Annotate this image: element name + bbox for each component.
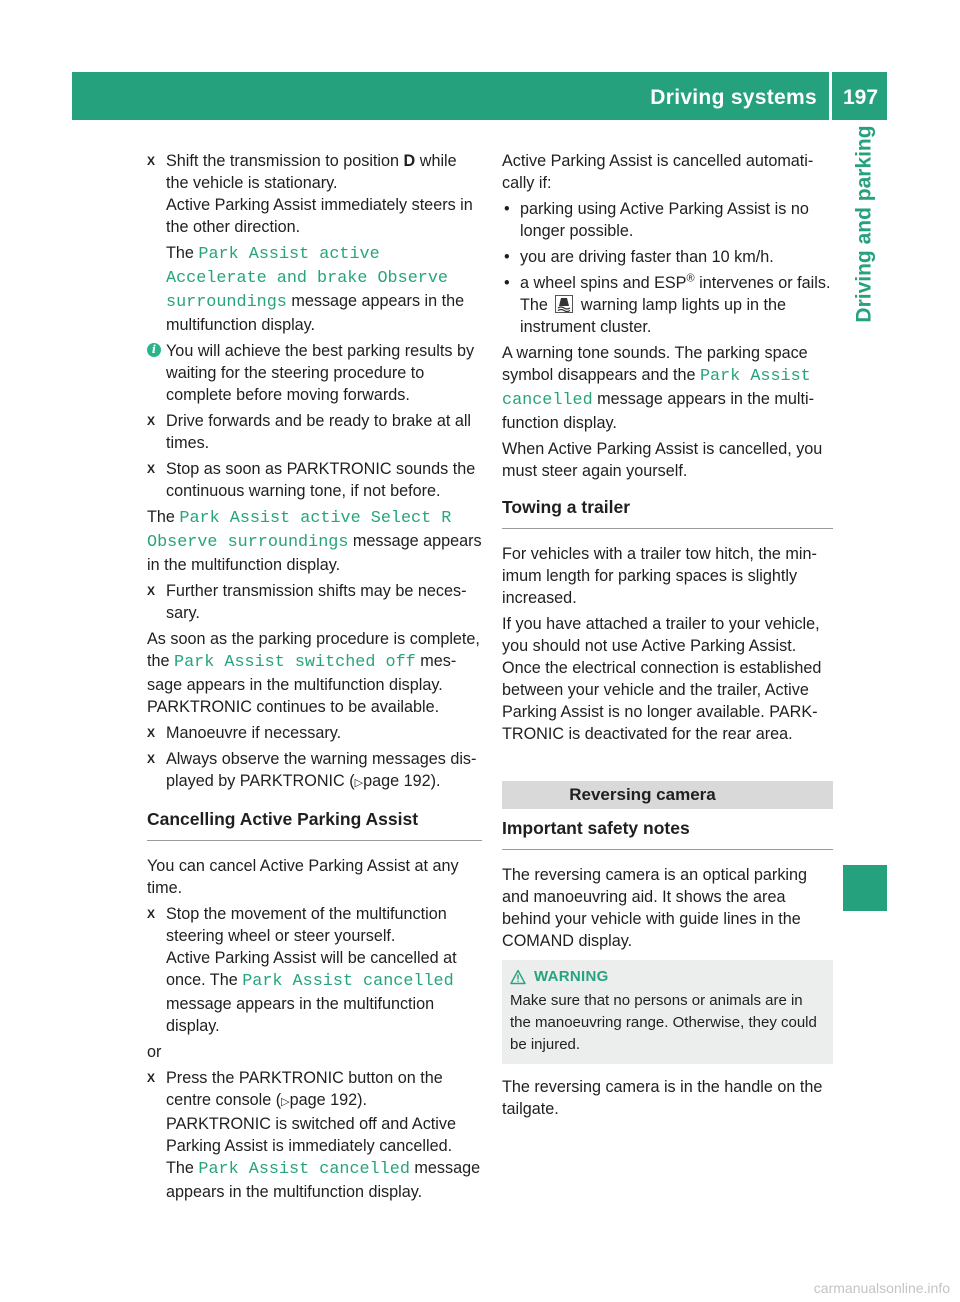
info-note bbox=[147, 340, 482, 406]
page-ref-arrow-icon: ▷ bbox=[281, 1096, 290, 1108]
text: Active Parking Assist will be cancelled at once. The bbox=[166, 949, 457, 989]
registered-mark: ® bbox=[686, 272, 695, 285]
bullet-dot-icon: • bbox=[504, 274, 510, 292]
step-manoeuvre bbox=[147, 722, 482, 744]
step-press-button bbox=[147, 1067, 482, 1113]
section-band: Reversing camera bbox=[502, 781, 833, 809]
bullet-text: parking using Active Parking Assist is no longer possible. bbox=[520, 200, 809, 240]
step-observe-warnings bbox=[147, 748, 482, 794]
bullet-item bbox=[502, 272, 833, 338]
text: message appears in the multifunction display. bbox=[166, 995, 435, 1035]
paragraph: PARKTRONIC continues to be available. bbox=[147, 698, 440, 716]
page-reference[interactable]: page 192). bbox=[363, 772, 441, 790]
display-message: Park Assist cancelled bbox=[242, 972, 454, 991]
paragraph bbox=[147, 628, 482, 696]
bullet-item bbox=[502, 198, 833, 242]
step-marker: X bbox=[147, 584, 156, 598]
text: message appears in the multifunction display. bbox=[166, 1159, 481, 1201]
side-tab bbox=[843, 120, 887, 328]
side-tab-square bbox=[843, 865, 887, 911]
step-drive-forwards bbox=[147, 410, 482, 454]
step-detail bbox=[147, 947, 482, 1037]
page-title: Driving systems bbox=[650, 86, 817, 109]
text: The bbox=[166, 1159, 199, 1177]
warning-header bbox=[510, 966, 823, 988]
step-marker: X bbox=[147, 1071, 156, 1085]
display-message: Park Assist switched off bbox=[174, 653, 416, 672]
text: message appears in the multifunction display. bbox=[166, 292, 465, 334]
section-heading: Towing a trailer bbox=[502, 496, 833, 529]
info-icon: i bbox=[147, 343, 161, 357]
right-column bbox=[502, 150, 833, 1124]
step-marker: X bbox=[147, 752, 156, 766]
bullet-dot-icon: • bbox=[504, 248, 510, 266]
step-text: Always observe the warning messages displayed by PARKTRONIC ( bbox=[166, 750, 477, 790]
step-text: Shift the transmission to position bbox=[166, 152, 404, 170]
step-detail: PARKTRONIC is switched off and Active Parking Assist is immediately cancelled. bbox=[166, 1115, 456, 1155]
display-message: Park Assist active Select R Observe surroundings bbox=[147, 509, 452, 552]
paragraph: You can cancel Active Parking Assist at any time. bbox=[147, 857, 459, 897]
paragraph: For vehicles with a trailer tow hitch, the minimum length for parking spaces is slightly increased. bbox=[502, 545, 817, 607]
left-column bbox=[147, 150, 482, 1207]
step-marker: X bbox=[147, 154, 156, 168]
step-text: Stop the movement of the multifunction steering wheel or steer yourself. bbox=[166, 905, 447, 945]
step-detail: Active Parking Assist immediately steers in the other direction. bbox=[166, 196, 473, 236]
note-text: You will achieve the best parking results by waiting for the steering procedure to complete before moving forwards. bbox=[166, 342, 475, 404]
paragraph: When Active Parking Assist is cancelled, you must steer again yourself. bbox=[502, 440, 823, 480]
text: message appears in the multifunction display. bbox=[147, 652, 457, 694]
text: As soon as the parking procedure is complete, the bbox=[147, 630, 480, 670]
section-heading: Important safety notes bbox=[502, 817, 833, 850]
bullet-dot-icon: • bbox=[504, 200, 510, 218]
step-stop-movement bbox=[147, 903, 482, 947]
page-number: 197 bbox=[843, 86, 879, 109]
display-message: Park Assist cancelled bbox=[198, 1160, 410, 1179]
step-marker: X bbox=[147, 726, 156, 740]
paragraph: The reversing camera is an optical parking and manoeuvring aid. It shows the area behind your vehicle with guide lines in the COMAND display. bbox=[502, 866, 808, 950]
section-heading: Cancelling Active Parking Assist bbox=[147, 808, 482, 841]
esp-warning-icon bbox=[555, 295, 573, 313]
step-detail bbox=[147, 242, 482, 336]
text: message appears in the multifunction display. bbox=[147, 532, 482, 574]
text: intervenes or fails. The bbox=[520, 274, 831, 314]
bullet-text: you are driving faster than 10 km/h. bbox=[520, 248, 774, 266]
bullet-item bbox=[502, 246, 833, 268]
paragraph: Active Parking Assist is cancelled automatically if: bbox=[502, 152, 814, 192]
or-separator: or bbox=[147, 1043, 162, 1061]
paragraph bbox=[147, 506, 482, 576]
step-shift-transmission bbox=[147, 150, 482, 194]
warning-text: Make sure that no persons or animals are in the manoeuvring range. Otherwise, they could be injured. bbox=[510, 992, 817, 1053]
text: A warning tone sounds. The parking space symbol disappears and the bbox=[502, 344, 808, 384]
header-divider bbox=[829, 72, 832, 120]
step-text: Drive forwards and be ready to brake at all times. bbox=[166, 412, 472, 452]
paragraph: If you have attached a trailer to your vehicle, you should not use Active Parking Assist. Once the electrical connection is established between your vehicle and the trailer, Active Parking Assist is no longer available. PARKTRONIC is deactivated for the rear area. bbox=[502, 615, 822, 743]
side-tab-label: Driving and parking bbox=[853, 125, 877, 323]
text: warning lamp lights up in the instrument cluster. bbox=[520, 296, 787, 336]
paragraph: The reversing camera is in the handle on the tailgate. bbox=[502, 1078, 823, 1118]
warning-label: WARNING bbox=[534, 968, 609, 985]
step-marker: X bbox=[147, 462, 156, 476]
paragraph bbox=[502, 342, 833, 434]
text: message appears in the multifunction display. bbox=[502, 390, 814, 432]
warning-triangle-icon bbox=[510, 969, 526, 985]
step-text: Further transmission shifts may be necessary. bbox=[166, 582, 467, 622]
step-stop bbox=[147, 458, 482, 502]
display-message: Park Assist active Accelerate and brake Observe surroundings bbox=[166, 245, 448, 312]
text: The bbox=[166, 244, 199, 262]
text: a wheel spins and ESP bbox=[520, 274, 687, 292]
page-reference[interactable]: page 192). bbox=[289, 1091, 368, 1109]
step-text: Press the PARKTRONIC button on the centre console ( bbox=[166, 1069, 443, 1109]
step-marker: X bbox=[147, 907, 156, 921]
step-text: Stop as soon as PARKTRONIC sounds the continuous warning tone, if not before. bbox=[166, 460, 476, 500]
step-text: while the vehicle is stationary. bbox=[166, 152, 457, 192]
step-further-shifts bbox=[147, 580, 482, 624]
page-ref-arrow-icon: ▷ bbox=[354, 777, 364, 789]
step-marker: X bbox=[147, 414, 156, 428]
watermark: carmanualsonline.info bbox=[813, 1280, 950, 1296]
display-message: Park Assist cancelled bbox=[502, 367, 811, 410]
step-detail bbox=[147, 1157, 482, 1203]
text: The bbox=[147, 508, 180, 526]
step-text: Manoeuvre if necessary. bbox=[166, 724, 342, 742]
warning-box bbox=[502, 960, 833, 1064]
step-bold: D bbox=[403, 152, 416, 170]
